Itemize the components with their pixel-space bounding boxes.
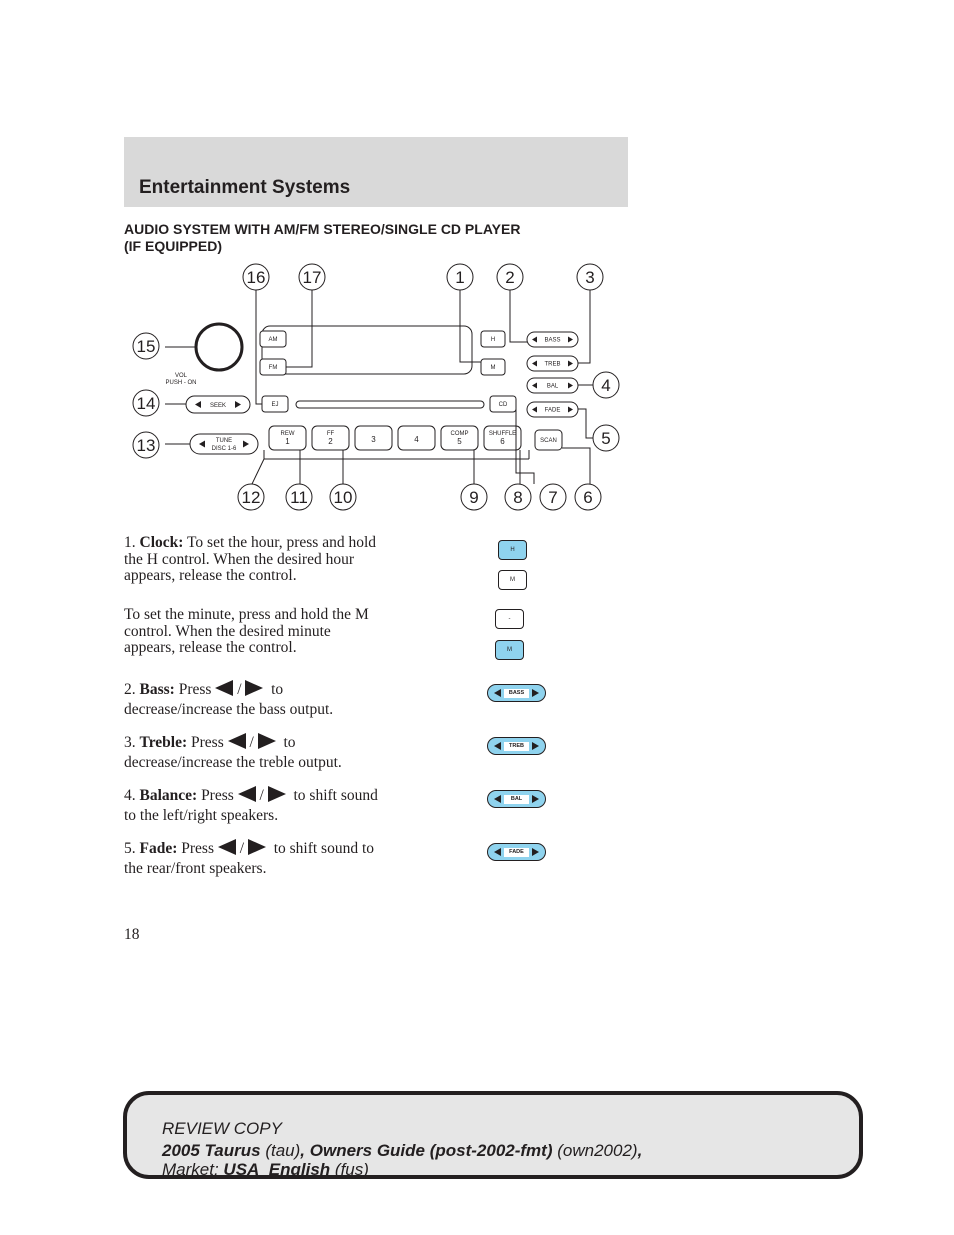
footer-line-1	[162, 1119, 282, 1139]
m-label: M	[490, 365, 496, 371]
footer-market-label: Market:	[162, 1160, 219, 1179]
cd-label: CD	[498, 402, 508, 408]
footer-guide-code: (own2002)	[557, 1141, 638, 1160]
callout-11: 11	[290, 488, 308, 507]
callout-13: 13	[136, 436, 156, 455]
vol-label-2: PUSH - ON	[165, 380, 197, 386]
heading-line-2: (IF EQUIPPED)	[124, 238, 223, 254]
item-text: Press	[191, 734, 224, 751]
vol-label-1: VOL	[174, 373, 188, 379]
right-arrow-icon	[258, 733, 276, 749]
item-text: To set the hour, press and hold the H control. When the desired hour appears, release the control.	[124, 534, 377, 584]
clock-minute-description	[124, 607, 384, 657]
treb-label: TREB	[544, 361, 561, 368]
h-label: H	[490, 337, 496, 343]
callout-10: 10	[333, 488, 353, 507]
tune-label-2: DISC 1-6	[211, 446, 237, 452]
bal-button-icon	[487, 790, 546, 808]
callout-8: 8	[513, 488, 523, 507]
cd-slot	[296, 401, 484, 408]
radio-faceplate-diagram	[124, 262, 644, 522]
bass-button-icon	[487, 684, 546, 702]
fade-button-icon	[487, 843, 546, 861]
seek-label: SEEK	[209, 403, 227, 409]
item-text: Press	[181, 840, 214, 857]
item-label: Fade:	[139, 840, 178, 857]
bass-icon-label: BASS	[504, 689, 529, 698]
heading-line-1: AUDIO SYSTEM WITH AM/FM STEREO/SINGLE CD PLAYER	[124, 221, 521, 237]
item-label: Balance:	[139, 787, 198, 804]
left-arrow-icon	[215, 680, 233, 696]
footer-guide: , Owners Guide (post-2002-fmt)	[300, 1141, 553, 1160]
footer-model-code: (tau)	[265, 1141, 301, 1160]
preset-5-top: COMP	[450, 431, 469, 437]
callout-2: 2	[505, 268, 515, 287]
item-label: Bass:	[139, 681, 175, 698]
left-arrow-icon	[218, 839, 236, 855]
am-label: AM	[268, 337, 278, 343]
preset-3-num: 3	[371, 435, 376, 444]
preset-4-num: 4	[414, 435, 419, 444]
fade-label: FADE	[544, 407, 561, 414]
slash: /	[239, 840, 245, 857]
right-arrow-icon	[248, 839, 266, 855]
left-arrow-icon	[238, 786, 256, 802]
slash: /	[259, 787, 264, 804]
footer-line-3	[162, 1160, 369, 1180]
callout-15: 15	[136, 337, 156, 356]
slash: /	[237, 681, 242, 698]
right-arrow-icon	[268, 786, 286, 802]
callout-7: 7	[548, 488, 558, 507]
treb-icon-label: TREB	[504, 742, 529, 751]
fade-description	[124, 839, 384, 878]
item-label: Treble:	[139, 734, 188, 751]
bal-label: BAL	[546, 383, 559, 390]
preset-5-num: 5	[457, 437, 462, 446]
slash: /	[249, 734, 254, 751]
item-text: Press	[201, 787, 234, 804]
callout-4: 4	[601, 376, 611, 395]
balance-description	[124, 786, 384, 825]
bass-label: BASS	[544, 337, 561, 344]
callout-17: 17	[302, 268, 322, 287]
scan-label: SCAN	[540, 438, 557, 444]
treble-description	[124, 733, 384, 772]
left-arrow-icon	[228, 733, 246, 749]
section-title: Entertainment Systems	[139, 177, 351, 198]
tune-label-1: TUNE	[215, 438, 233, 444]
callout-5: 5	[601, 429, 611, 448]
volume-knob	[196, 324, 242, 370]
document-heading	[124, 221, 624, 255]
footer-model: 2005 Taurus	[162, 1141, 261, 1160]
footer-line-2: 2005 Taurus (tau), Owners Guide (post-2002-fmt) (own2002),	[162, 1141, 643, 1160]
preset-2-top: FF	[326, 431, 335, 437]
item-number: 2.	[124, 681, 136, 698]
footer-market: USA_English	[223, 1160, 331, 1179]
item-text: to decrease/increase the bass output.	[124, 681, 334, 718]
callout-16: 16	[246, 268, 266, 287]
item-text: to decrease/increase the treble output.	[124, 734, 342, 771]
callout-3: 3	[585, 268, 595, 287]
bass-description	[124, 680, 384, 719]
preset-6-top: SHUFFLE	[488, 431, 517, 437]
right-arrow-icon	[245, 680, 263, 696]
m-button-icon: M	[498, 570, 527, 590]
h-button-icon: H	[498, 540, 527, 560]
bal-icon-label: BAL	[504, 795, 529, 804]
m-button-icon-2: M	[495, 640, 524, 660]
page-number: 18	[124, 926, 140, 943]
treb-button-icon	[487, 737, 546, 755]
preset-1-top: REW	[280, 431, 295, 437]
item-text: To set the minute, press and hold the M control. When the desired minute appears, release the control.	[124, 606, 369, 656]
callout-14: 14	[136, 394, 156, 413]
item-number: 1.	[124, 534, 136, 551]
clock-description	[124, 535, 384, 585]
item-text: Press	[178, 681, 212, 698]
callout-1: 1	[455, 268, 465, 287]
fm-label: FM	[268, 365, 278, 371]
item-number: 5.	[124, 840, 136, 857]
h-button-icon-2: -	[495, 609, 524, 629]
preset-2-num: 2	[328, 437, 333, 446]
ej-label: EJ	[271, 402, 279, 408]
fade-icon-label: FADE	[504, 848, 529, 857]
callout-12: 12	[241, 488, 261, 507]
item-label: Clock:	[139, 534, 184, 551]
item-text: to shift sound to the rear/front speakers.	[124, 840, 375, 877]
item-text: to shift sound to the left/right speakers.	[124, 787, 378, 824]
review-copy-text: REVIEW COPY	[162, 1119, 282, 1138]
callout-9: 9	[469, 488, 479, 507]
item-number: 4.	[124, 787, 136, 804]
callout-6: 6	[583, 488, 593, 507]
preset-6-num: 6	[500, 437, 505, 446]
footer-market-code: (fus)	[334, 1160, 369, 1179]
preset-1-num: 1	[285, 437, 290, 446]
item-number: 3.	[124, 734, 136, 751]
